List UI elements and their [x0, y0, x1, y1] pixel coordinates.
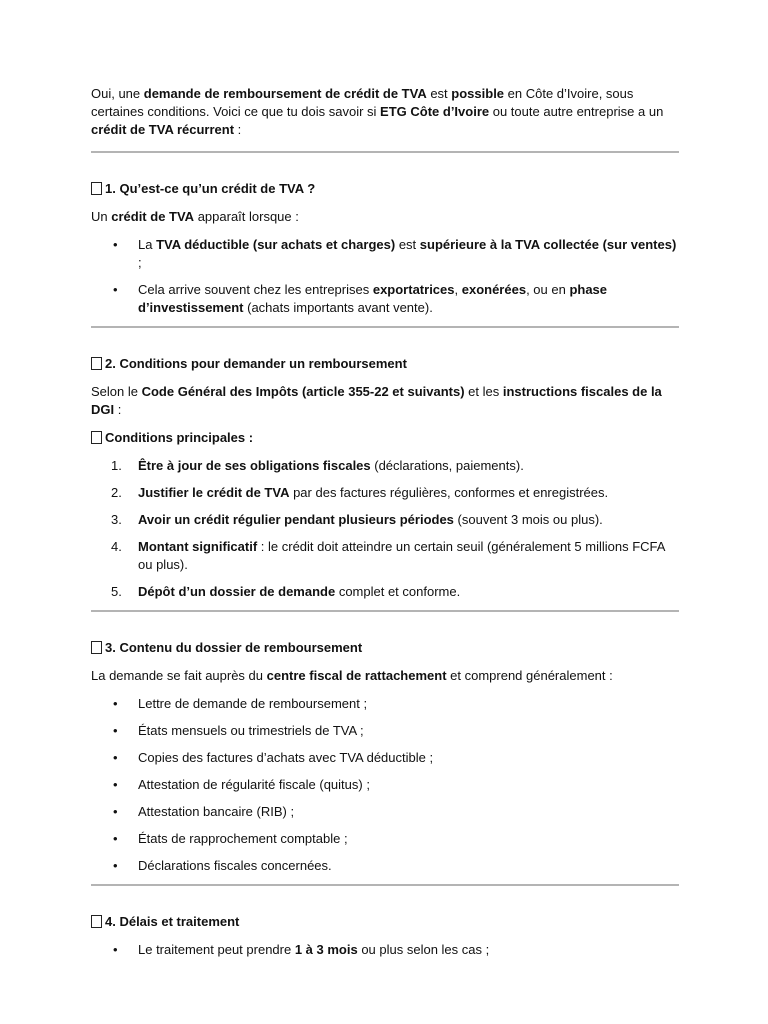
list-item: [91, 857, 679, 875]
section-title-3: [91, 639, 679, 657]
intro-bold: ETG Côte d’Ivoire: [380, 104, 490, 119]
list-item: [91, 749, 679, 767]
section-title-2: [91, 355, 679, 373]
intro-text: en Côte d’Ivoire, sous certaines conditions. Voici ce que tu dois savoir si: [91, 86, 634, 119]
para-text: et comprend généralement :: [446, 668, 613, 683]
list-item: [91, 803, 679, 821]
list-item: [91, 484, 679, 502]
item-text: ;: [138, 255, 142, 270]
bullet: •: [113, 237, 118, 252]
item-bold: supérieure à la TVA collectée (sur ventes): [419, 237, 677, 252]
dossier-list: [91, 695, 679, 875]
para-bold: Code Général des Impôts (article 355-22 et suivants): [141, 384, 465, 399]
item-text: : le crédit doit atteindre un certain seuil (généralement 5 millions FCFA ou plus).: [138, 539, 665, 572]
item-number: 1.: [111, 458, 122, 473]
item-bold: exonérées: [461, 282, 527, 297]
section-divider: [91, 884, 679, 886]
list-item: [91, 457, 679, 475]
intro-bold: possible: [451, 86, 505, 101]
list-item: [91, 776, 679, 794]
bullet: •: [113, 804, 118, 819]
item-text: est: [395, 237, 420, 252]
item-bold: Avoir un crédit régulier pendant plusieurs périodes: [138, 512, 454, 527]
intro-text: :: [234, 122, 242, 137]
item-number: 4.: [111, 539, 122, 554]
missing-glyph-icon: [91, 182, 102, 195]
list-item: [91, 583, 679, 601]
intro-text: ou toute autre entreprise a un: [489, 104, 664, 119]
item-text: Attestation bancaire (RIB) ;: [138, 804, 295, 819]
intro-text: Oui, une: [91, 86, 144, 101]
list-item: [91, 830, 679, 848]
para-text: :: [114, 402, 122, 417]
intro-text: est: [426, 86, 452, 101]
item-text: La: [138, 237, 157, 252]
section-divider: [91, 610, 679, 612]
item-text: complet et conforme.: [335, 584, 461, 599]
section-1-paragraph: [91, 208, 679, 226]
missing-glyph-icon: [91, 431, 102, 444]
item-text: États de rapprochement comptable ;: [138, 831, 348, 846]
list-item: [91, 281, 679, 317]
item-bold: 1 à 3 mois: [294, 942, 358, 957]
item-bold: exportatrices: [372, 282, 455, 297]
item-number: 3.: [111, 512, 122, 527]
list-item: [91, 511, 679, 529]
list-item: [91, 695, 679, 713]
item-bold: phase d’investissement: [138, 282, 608, 315]
item-number: 5.: [111, 584, 122, 599]
delays-list: [91, 941, 679, 959]
item-text: Copies des factures d’achats avec TVA déductible ;: [138, 750, 434, 765]
subheading-text: Conditions principales :: [105, 430, 254, 445]
bullet: •: [113, 777, 118, 792]
item-text: ou plus selon les cas ;: [357, 942, 490, 957]
item-number: 2.: [111, 485, 122, 500]
item-text: , ou en: [526, 282, 570, 297]
item-bold: Montant significatif: [138, 539, 258, 554]
intro-bold: demande de remboursement de crédit de TVA: [143, 86, 427, 101]
missing-glyph-icon: [91, 357, 102, 370]
bullet: •: [113, 696, 118, 711]
para-text: Selon le: [91, 384, 142, 399]
section-1-list: [91, 236, 679, 317]
section-title-text: 2. Conditions pour demander un remboursement: [105, 356, 407, 371]
item-text: Le traitement peut prendre: [138, 942, 295, 957]
missing-glyph-icon: [91, 915, 102, 928]
section-title-text: 4. Délais et traitement: [105, 914, 240, 929]
item-text: (déclarations, paiements).: [370, 458, 524, 473]
para-bold: crédit de TVA: [111, 209, 195, 224]
item-text: Attestation de régularité fiscale (quitus) ;: [138, 777, 370, 792]
section-title-1: [91, 180, 679, 198]
conditions-subheading: [91, 429, 679, 447]
bullet: •: [113, 750, 118, 765]
bullet: •: [113, 858, 118, 873]
list-item: [91, 538, 679, 574]
para-bold: instructions fiscales de la DGI: [91, 384, 662, 417]
item-text: Cela arrive souvent chez les entreprises: [138, 282, 373, 297]
section-title-4: [91, 913, 679, 931]
bullet: •: [113, 282, 118, 297]
section-title-text: 3. Contenu du dossier de remboursement: [105, 640, 363, 655]
list-item: [91, 941, 679, 959]
section-title-text: 1. Qu’est-ce qu’un crédit de TVA ?: [105, 181, 316, 196]
document-content: [91, 85, 679, 968]
item-text: (souvent 3 mois ou plus).: [453, 512, 603, 527]
item-text: Déclarations fiscales concernées.: [138, 858, 332, 873]
list-item: [91, 722, 679, 740]
bullet: •: [113, 723, 118, 738]
para-bold: centre fiscal de rattachement: [266, 668, 447, 683]
item-text: (achats importants avant vente).: [243, 300, 433, 315]
intro-paragraph: [91, 85, 679, 139]
para-text: Un: [91, 209, 112, 224]
section-divider: [91, 326, 679, 328]
item-bold: Dépôt d’un dossier de demande: [138, 584, 336, 599]
missing-glyph-icon: [91, 641, 102, 654]
section-divider: [91, 151, 679, 153]
item-bold: Être à jour de ses obligations fiscales: [138, 458, 371, 473]
para-text: apparaît lorsque :: [194, 209, 299, 224]
conditions-list: [91, 457, 679, 601]
list-item: [91, 236, 679, 272]
item-text: par des factures régulières, conformes et enregistrées.: [289, 485, 609, 500]
section-2-paragraph: [91, 383, 679, 419]
item-text: ,: [454, 282, 462, 297]
intro-bold: crédit de TVA récurrent: [91, 122, 235, 137]
para-text: et les: [464, 384, 503, 399]
item-bold: Justifier le crédit de TVA: [138, 485, 290, 500]
bullet: •: [113, 942, 118, 957]
bullet: •: [113, 831, 118, 846]
item-bold: TVA déductible (sur achats et charges): [156, 237, 396, 252]
item-text: États mensuels ou trimestriels de TVA ;: [138, 723, 364, 738]
para-text: La demande se fait auprès du: [91, 668, 267, 683]
section-3-paragraph: [91, 667, 679, 685]
item-text: Lettre de demande de remboursement ;: [138, 696, 368, 711]
